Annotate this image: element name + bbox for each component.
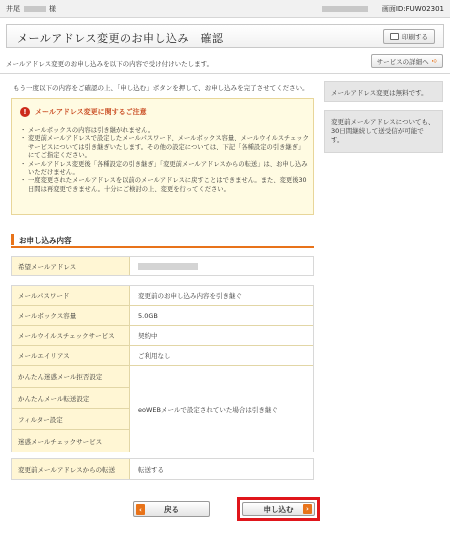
masked-info (322, 6, 368, 12)
print-button[interactable] (383, 29, 435, 44)
mail-alias-label: メールエイリアス (12, 346, 130, 365)
masked-email (138, 263, 198, 270)
divider (0, 73, 450, 74)
table-row (12, 306, 313, 326)
user-suffix: 様 (49, 4, 56, 13)
virus-check-label: メールウイルスチェックサービス (12, 326, 130, 345)
notice-list (22, 127, 310, 194)
table-row (12, 286, 313, 306)
page-header (6, 24, 444, 48)
service-details-button[interactable] (371, 54, 443, 68)
screen-id: 画面ID:FUW02301 (381, 5, 444, 13)
intro-text: メールアドレス変更のお申し込みを以下の内容で受け付けいたします。 (6, 60, 214, 68)
apply-label: 申し込む (263, 504, 294, 514)
forward-from-old-value: 転送する (130, 459, 313, 479)
section-accent-bar (11, 234, 14, 245)
table-row (12, 346, 313, 366)
table-row-group (12, 366, 313, 453)
warning-icon: ! (20, 107, 30, 117)
back-button[interactable] (133, 501, 210, 517)
section-title: お申し込み内容 (19, 236, 72, 245)
section-header (11, 233, 314, 248)
mailbox-capacity-label: メールボックス容量 (12, 306, 130, 325)
forward-from-old-label: 変更前メールアドレスからの転送 (12, 459, 130, 479)
chevron-left-icon: ‹ (136, 504, 145, 515)
notice-item: ・ メールボックスの内容は引き継がれません。 (22, 127, 310, 135)
settings-table (11, 285, 314, 452)
free-note: メールアドレス変更は無料です。 (324, 81, 443, 102)
page-title: メールアドレス変更のお申し込み 確認 (17, 32, 224, 45)
eoweb-inherit-value: eoWEBメールで設定されていた場合は引き継ぐ (130, 366, 313, 453)
user-name: 井尾 (6, 4, 20, 13)
filter-label: フィルター設定 (12, 409, 130, 430)
notice-header (20, 107, 147, 117)
desired-email-label: 希望メールアドレス (12, 257, 130, 275)
back-label: 戻る (164, 504, 179, 514)
notice-item: ・ 一度変更されたメールアドレスを以前のメールアドレスに戻すことはできません。また、変更後30日間は再変更できません。十分にご検討の上、変更を行ってください。 (22, 177, 310, 194)
mailbox-capacity-value: 5.0GB (130, 306, 313, 325)
forward-note: 変更前メールアドレスについても、30日間継続して送受信が可能です。 (324, 110, 443, 153)
mail-password-label: メールパスワード (12, 286, 130, 305)
notice-box (11, 98, 314, 215)
chevron-right-icon: › (303, 504, 312, 514)
notice-item: ・ 変更前メールアドレスで設定したメールパスワード、メールボックス容量、メールウイルスチェックサービスについては引き継ぎいたします。その他の設定については、下記「各種設定の引き継ぎ」にてご指定ください。 (22, 135, 310, 160)
mail-password-value: 変更前のお申し込み内容を引き継ぐ (130, 286, 313, 305)
table-row (12, 326, 313, 346)
service-details-label: サービスの詳細へ (376, 57, 429, 66)
printer-icon (390, 33, 399, 40)
print-label: 印刷する (402, 33, 428, 41)
notice-title: メールアドレス変更に関するご注意 (35, 108, 147, 116)
masked-user-id (24, 6, 46, 12)
apply-highlight-frame (237, 497, 320, 521)
virus-check-value: 契約中 (130, 326, 313, 345)
table-row (12, 257, 313, 275)
external-link-icon: ➪ (431, 57, 438, 65)
spam-check-label: 迷惑メールチェックサービス (12, 430, 130, 452)
forward-table (11, 458, 314, 480)
table-row (12, 459, 313, 479)
spam-reject-label: かんたん迷惑メール拒否設定 (12, 366, 130, 388)
mail-alias-value: ご利用なし (130, 346, 313, 365)
mail-forward-label: かんたんメール転送設定 (12, 388, 130, 409)
top-bar (0, 0, 450, 18)
notice-item: ・ メールアドレス変更後「各種設定の引き継ぎ」「変更前メールアドレスからの転送」は、お申し込みいただけません。 (22, 161, 310, 178)
email-table (11, 256, 314, 276)
instruction-text: もう一度以下の内容をご確認の上、「申し込む」ボタンを押して、お申し込みを完了させてください。 (13, 84, 309, 92)
apply-button[interactable] (242, 502, 315, 516)
desired-email-value (130, 257, 313, 275)
